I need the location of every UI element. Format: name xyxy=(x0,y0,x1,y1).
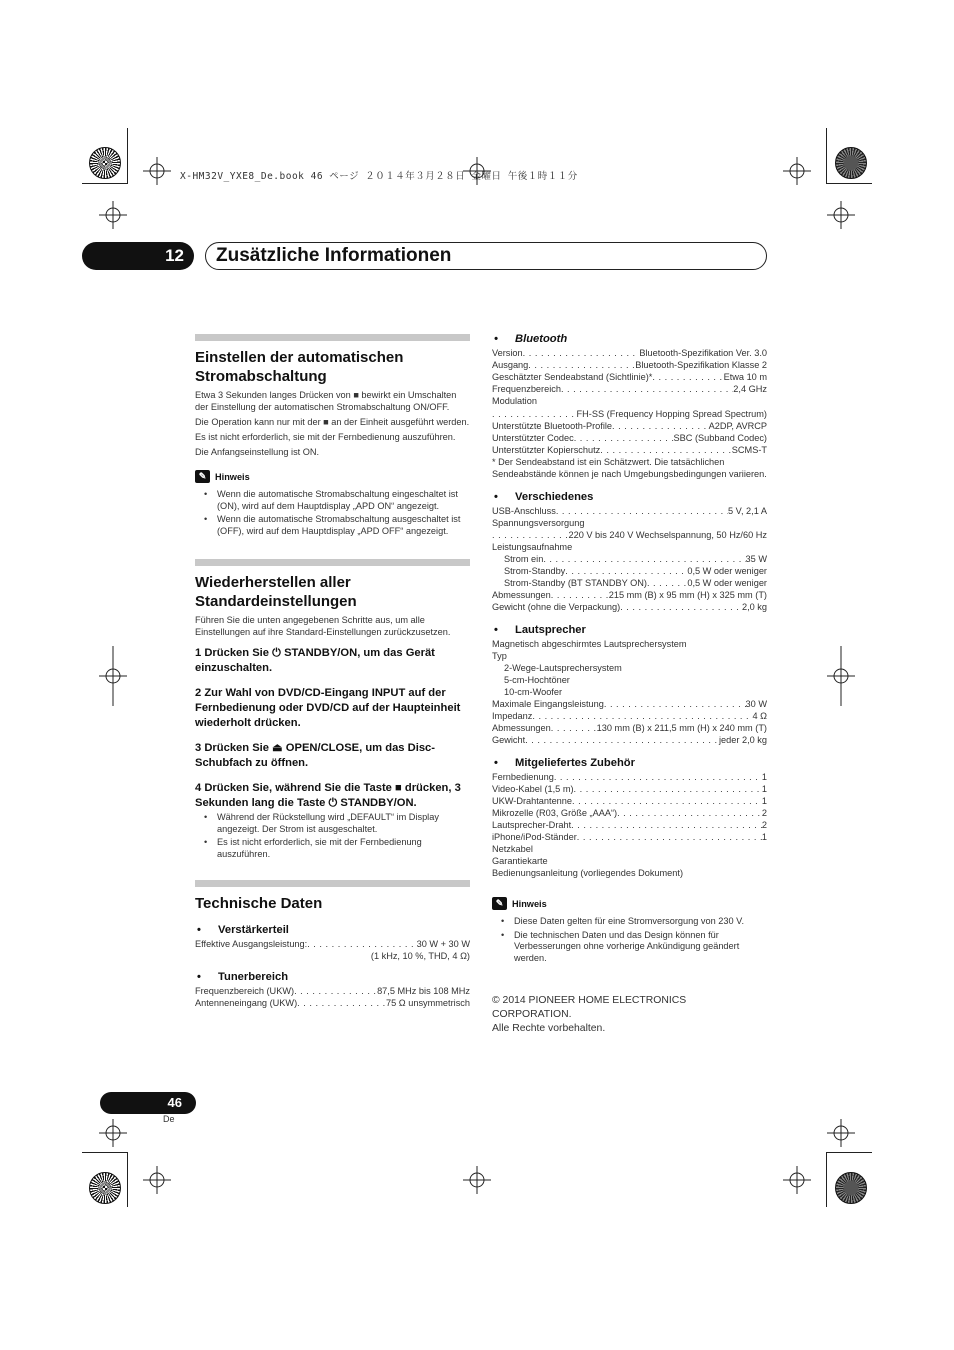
note-item: • Diese Daten gelten für eine Stromversorgung von 230 V. xyxy=(514,916,767,928)
spec-value: Bluetooth-Spezifikation Ver. 3.0 xyxy=(639,348,767,358)
spec-value: 75 Ω unsymmetrisch xyxy=(386,998,470,1008)
spec-key: Mikrozelle (R03, Größe „AAA“) xyxy=(492,808,618,818)
spec-value: Etwa 10 m xyxy=(723,372,767,382)
spec-value: 2 xyxy=(761,808,767,818)
spec-subheading-amplifier: • Verstärkerteil xyxy=(195,923,470,937)
spec-key: Lautsprecher-Draht xyxy=(492,820,572,830)
spec-row xyxy=(492,807,767,819)
spec-value: 30 W + 30 W xyxy=(416,939,470,949)
spec-value: 1 xyxy=(761,796,767,806)
spec-row xyxy=(492,831,767,843)
footnote: * Der Sendeabstand ist ein Schätzwert. Die tatsächlichen Sendeabstände können je nach Umgebungsbedingungen variieren. xyxy=(492,457,767,479)
paragraph: Führen Sie die unten angegebenen Schritte aus, um alle Einstellungen auf ihre Standard-Einstellungen zurückzusetzen. xyxy=(195,615,451,637)
spec-row xyxy=(492,359,767,371)
spec-value: 130 mm (B) x 211,5 mm (H) x 240 mm (T) xyxy=(596,723,767,733)
note-heading xyxy=(195,470,470,483)
spec-value: 215 mm (B) x 95 mm (H) x 325 mm (T) xyxy=(608,590,767,600)
crop-mark xyxy=(826,1152,827,1207)
spec-value: FH-SS (Frequency Hopping Spread Spectrum) xyxy=(576,409,767,419)
spec-row xyxy=(492,819,767,831)
crop-mark xyxy=(127,128,128,183)
accessory-line: Netzkabel xyxy=(492,844,533,854)
right-column xyxy=(492,332,767,1036)
spec-key: iPhone/iPod-Ständer xyxy=(492,832,577,842)
spec-row xyxy=(492,347,767,359)
chapter-number-badge: 12 xyxy=(82,242,194,270)
crop-mark xyxy=(127,1152,128,1207)
crop-mark xyxy=(82,1152,128,1153)
paragraph: Die Operation kann nur mit der ■ an der Einheit ausgeführt werden. xyxy=(195,417,470,427)
spec-key: Video-Kabel (1,5 m) xyxy=(492,784,574,794)
spec-key: Unterstützte Bluetooth-Profile xyxy=(492,421,613,431)
spec-row xyxy=(492,553,767,565)
spec-subheading-tuner: • Tunerbereich xyxy=(195,970,470,984)
section-auto-standby xyxy=(195,334,470,537)
spec-value: 2,4 GHz xyxy=(733,384,767,394)
spec-value: 2,0 kg xyxy=(741,602,767,612)
step-3: 3 Drücken Sie ⏏ OPEN/CLOSE, um das Disc-Schubfach zu öffnen. xyxy=(195,742,435,769)
spec-key: Strom-Standby xyxy=(504,566,566,576)
spec-value: jeder 2,0 kg xyxy=(718,735,767,745)
spec-subheading-speaker: • Lautsprecher xyxy=(492,623,767,637)
spec-label: Spannungsversorgung xyxy=(492,518,585,528)
crop-mark xyxy=(826,128,827,183)
spec-key: Strom-Standby (BT STANDBY ON) xyxy=(504,578,647,588)
spec-row xyxy=(492,420,767,432)
spec-value: SBC (Subband Codec) xyxy=(673,433,767,443)
step-1: 1 Drücken Sie ⏻ STANDBY/ON, um das Gerät einzuschalten. xyxy=(195,647,435,674)
spec-value: 2 xyxy=(761,820,767,830)
spec-value: 1 xyxy=(761,772,767,782)
spec-row xyxy=(492,771,767,783)
spec-row xyxy=(492,408,767,420)
spec-value: 1 xyxy=(761,832,767,842)
spec-row xyxy=(492,444,767,456)
spec-value: Bluetooth-Spezifikation Klasse 2 xyxy=(635,360,767,370)
spec-key: Gewicht xyxy=(492,735,526,745)
spec-key: Antenneneingang (UKW) xyxy=(195,998,298,1008)
copyright-line: Alle Rechte vorbehalten. xyxy=(492,1023,606,1034)
paragraph: Etwa 3 Sekunden langes Drücken von ■ bewirkt ein Umschalten der Einstellung der automatischen Stromabschaltung ON/OFF. xyxy=(195,390,457,412)
spec-row xyxy=(492,795,767,807)
crop-mark xyxy=(826,1152,872,1153)
section-title: Technische Daten xyxy=(195,895,323,912)
spec-label: Magnetisch abgeschirmtes Lautsprechersystem xyxy=(492,639,687,649)
section-factory-reset xyxy=(195,559,470,860)
spec-value: 0,5 W oder weniger xyxy=(687,578,767,588)
spec-row xyxy=(492,734,767,746)
spec-key: Unterstützter Kopierschutz xyxy=(492,445,601,455)
spec-key: Frequenzbereich (UKW) xyxy=(195,986,295,996)
color-rosette-bottom-right xyxy=(835,1172,867,1204)
copyright xyxy=(492,994,767,1036)
spec-row xyxy=(492,565,767,577)
spec-value: 30 W xyxy=(745,699,767,709)
spec-row xyxy=(492,601,767,613)
spec-value: 1 xyxy=(761,784,767,794)
accessory-line: Garantiekarte xyxy=(492,856,548,866)
spec-row xyxy=(492,371,767,383)
section-bar xyxy=(195,880,470,887)
note-item: • Die technischen Daten und das Design können für Verbesserungen ohne vorherige Ankündigung geändert werden. xyxy=(514,930,767,965)
spec-row xyxy=(492,529,767,541)
spec-value: 5 V, 2,1 A xyxy=(728,506,767,516)
color-rosette-bottom-left xyxy=(89,1172,121,1204)
chapter-title: Zusätzliche Informationen xyxy=(205,242,767,270)
spec-row xyxy=(492,722,767,734)
spec-value-detail: (1 kHz, 10 %, THD, 4 Ω) xyxy=(370,951,470,961)
note-list xyxy=(195,489,470,537)
spec-value: 220 V bis 240 V Wechselspannung, 50 Hz/60 Hz xyxy=(568,530,767,540)
spec-row xyxy=(492,698,767,710)
crop-mark xyxy=(82,183,128,184)
spec-row xyxy=(492,383,767,395)
spec-key: Abmessungen xyxy=(492,723,551,733)
step-note-list xyxy=(195,812,470,860)
section-specs xyxy=(195,880,470,1009)
spec-key: Maximale Eingangsleistung xyxy=(492,699,604,709)
spec-key: Frequenzbereich xyxy=(492,384,561,394)
spec-key: UKW-Drahtantenne xyxy=(492,796,573,806)
crop-mark xyxy=(826,183,872,184)
paragraph: Die Anfangseinstellung ist ON. xyxy=(195,447,320,457)
spec-value: 87,5 MHz bis 108 MHz xyxy=(377,986,470,996)
note-pencil-icon: ✎ xyxy=(492,897,507,910)
step-2: 2 Zur Wahl von DVD/CD-Eingang INPUT auf der Fernbedienung oder DVD/CD auf der Haupteinheit wiederholt drücken. xyxy=(195,687,461,729)
spec-subheading-bluetooth: • Bluetooth xyxy=(492,332,767,346)
spec-value: 4 Ω xyxy=(752,711,767,721)
accessory-line: Bedienungsanleitung (vorliegendes Dokument) xyxy=(492,868,684,878)
spec-key: Impedanz xyxy=(492,711,533,721)
left-column xyxy=(195,334,470,1009)
section-bar xyxy=(195,559,470,566)
section-title: Wiederherstellen aller Standardeinstellungen xyxy=(195,574,357,610)
book-file-line: X-HM32V_YXE8_De.book 46 ページ ２０１４年３月２８日 金曜日 午後１時１１分 xyxy=(180,171,578,182)
spec-type-line: 5-cm-Hochtöner xyxy=(504,675,570,685)
note-pencil-icon: ✎ xyxy=(195,470,210,483)
spec-label: Leistungsaufnahme xyxy=(492,542,573,552)
spec-label: Modulation xyxy=(492,396,537,406)
copyright-line: © 2014 PIONEER HOME ELECTRONICS CORPORATION. xyxy=(492,995,687,1020)
spec-row xyxy=(492,577,767,589)
spec-label: Typ xyxy=(492,651,507,661)
spec-value: 0,5 W oder weniger xyxy=(687,566,767,576)
step-4: 4 Drücken Sie, während Sie die Taste ■ drücken, 3 Sekunden lang die Taste ⏻ STANDBY/ON. xyxy=(195,782,461,809)
spec-type-line: 2-Wege-Lautsprechersystem xyxy=(504,663,622,673)
paragraph: Es ist nicht erforderlich, sie mit der Fernbedienung auszuführen. xyxy=(195,432,456,442)
spec-row xyxy=(195,938,470,950)
note-item: • Wenn die automatische Stromabschaltung ausgeschaltet ist (OFF), wird auf dem Hauptdisplay „APD OFF“ angezeigt. xyxy=(217,514,470,537)
note-item: • Wenn die automatische Stromabschaltung eingeschaltet ist (ON), wird auf dem Hauptdisplay „APD ON“ angezeigt. xyxy=(217,489,470,512)
spec-key: Unterstützter Codec xyxy=(492,433,574,443)
spec-row xyxy=(492,589,767,601)
spec-row xyxy=(492,783,767,795)
spec-row xyxy=(492,710,767,722)
spec-row xyxy=(195,997,470,1009)
step-note-item: • Es ist nicht erforderlich, sie mit der Fernbedienung auszuführen. xyxy=(217,837,470,860)
spec-type-line: 10-cm-Woofer xyxy=(504,687,563,697)
spec-value: A2DP, AVRCP xyxy=(708,421,767,431)
spec-row xyxy=(492,505,767,517)
spec-key: Geschätzter Sendeabstand (Sichtlinie)* xyxy=(492,372,653,382)
spec-key: Fernbedienung xyxy=(492,772,554,782)
page-number-badge: 46 xyxy=(100,1092,196,1114)
spec-key: Ausgang xyxy=(492,360,529,370)
page-language: De xyxy=(163,1114,175,1124)
spec-row xyxy=(492,432,767,444)
spec-key: Version xyxy=(492,348,523,358)
color-rosette-top-left xyxy=(89,147,121,179)
color-rosette-top-right xyxy=(835,147,867,179)
note-list xyxy=(492,916,767,964)
spec-row xyxy=(195,985,470,997)
spec-key: Strom ein xyxy=(504,554,544,564)
section-title: Einstellen der automatischen Stromabschaltung xyxy=(195,349,404,385)
spec-key: USB-Anschluss xyxy=(492,506,556,516)
spec-key: Effektive Ausgangsleistung: xyxy=(195,939,308,949)
spec-key: Gewicht (ohne die Verpackung) xyxy=(492,602,621,612)
spec-value: SCMS-T xyxy=(731,445,767,455)
note-label: Hinweis xyxy=(512,898,547,909)
note-heading xyxy=(492,897,767,910)
spec-subheading-accessories: • Mitgeliefertes Zubehör xyxy=(492,756,767,770)
step-note-item: • Während der Rückstellung wird „DEFAULT“ im Display angezeigt. Der Strom ist ausgeschaltet. xyxy=(217,812,470,835)
spec-subheading-misc: • Verschiedenes xyxy=(492,490,767,504)
spec-key: Abmessungen xyxy=(492,590,551,600)
section-bar xyxy=(195,334,470,341)
spec-value: 35 W xyxy=(745,554,767,564)
note-label: Hinweis xyxy=(215,471,250,482)
